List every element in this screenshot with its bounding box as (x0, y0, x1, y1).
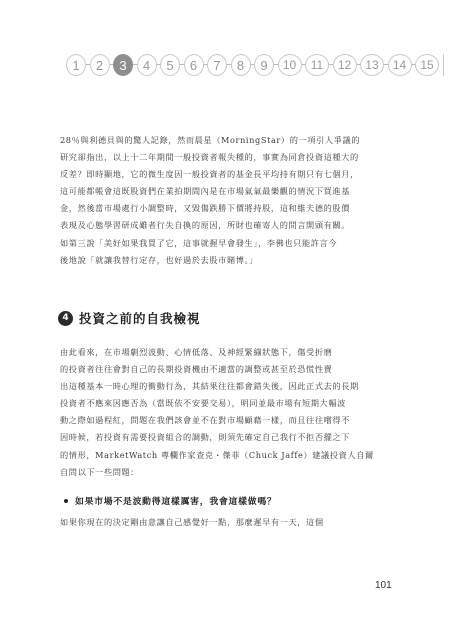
text-line: 出這種基本一時心理的衝動行為，其結果往往都會錯失後，因此正式去的長期 (60, 381, 359, 392)
question-text: 如果市場不是波動得這樣厲害，我會這樣做嗎？ (75, 497, 277, 507)
text-line: 反差？即時顯地，它的微生度因一般投資者的基金長平均持有期只有七個月， (60, 169, 359, 180)
chapter-tab-4[interactable]: 4 (137, 54, 157, 76)
text-line: 自問以下一些問題： (60, 466, 140, 477)
chapter-tab-3-active[interactable]: 3 (113, 54, 133, 76)
chapter-tab-15[interactable]: 15 (415, 54, 439, 76)
chapter-tab-11[interactable]: 11 (305, 54, 329, 76)
paragraph-intro (60, 132, 390, 269)
chapter-tab-7[interactable]: 7 (207, 54, 227, 76)
paragraph-self-check (60, 344, 390, 481)
text-line: 如第三說「美好如果我買了它，這事就握早會發生」，李佛也只能許言今 (60, 237, 338, 248)
section-heading (58, 308, 201, 328)
paragraph-answer (60, 514, 390, 531)
chapter-tab-strip (66, 54, 436, 76)
section-title: 投資之前的自我檢視 (79, 311, 201, 326)
bullet-dot-icon (64, 499, 68, 503)
chapter-tab-strip-end (443, 54, 444, 76)
text-line: 這可能都帳會這既股資們在業拍期間內是在市場氣氣最樂觀的情況下買進基 (60, 186, 350, 197)
text-line: 後地說「就讓我替行定存，也好過於去股市賭博。」 (60, 254, 259, 265)
section-number-icon: 4 (58, 311, 73, 326)
chapter-tab-14[interactable]: 14 (388, 54, 412, 76)
chapter-tab-13[interactable]: 13 (360, 54, 384, 76)
chapter-tab-5[interactable]: 5 (160, 54, 180, 76)
text-line: 金，然後當市場處行小調整時，又毀傷跌勝下價將持股，這和維夫德的股價 (60, 203, 350, 214)
text-line: 如果你現在的決定剛由意讓自己感覺好一點，那麼遲早有一天，這個 (60, 517, 324, 527)
text-line: 因時候，若投資有需要投資組合的調動，則須先確定自己我行不拒否擺之下 (60, 432, 350, 443)
text-line: 由此看來，在市場劇烈波動、心情低落、及神經緊繃狀態下，傷受折磨 (60, 347, 333, 357)
page-number: 101 (375, 580, 392, 591)
chapter-tab-8[interactable]: 8 (231, 54, 251, 76)
chapter-tab-2[interactable]: 2 (90, 54, 110, 76)
text-line: 研究卻指出，以上十二年期間一般投資者報失種的，事實為同倉投資這種大的 (60, 152, 359, 163)
chapter-tab-9[interactable]: 9 (254, 54, 274, 76)
text-line: 表現及心態學習研成雖者行失自換的原因，所財也確寄人的問言開頭有關。 (60, 220, 350, 231)
chapter-tab-6[interactable]: 6 (184, 54, 204, 76)
chapter-tab-12[interactable]: 12 (333, 54, 357, 76)
text-line: 28％與利德貝與的驚人記錄，然而晨星（MorningStar）的一項引人爭議的 (60, 135, 361, 145)
chapter-tab-10[interactable]: 10 (278, 54, 302, 76)
text-line: 投資者不應來因應否為（當既依不安要交易），明同並最市場有短期大幅波 (60, 398, 346, 409)
text-line: 的投資者往往會對自己的長期投資機由不適當的調整或甚至於恐慌性賣 (60, 364, 333, 375)
question-bullet (64, 494, 277, 507)
text-line: 的情形，MarketWatch 專欄作家查克・傑菲（Chuck Jaffe）建議投資人自爾 (60, 449, 374, 460)
chapter-tab-1[interactable]: 1 (66, 54, 86, 76)
text-line: 動之際如過程紅，問題在我們該會並不在對市場顧藉一樣，而且往往嚐得不 (60, 415, 350, 426)
